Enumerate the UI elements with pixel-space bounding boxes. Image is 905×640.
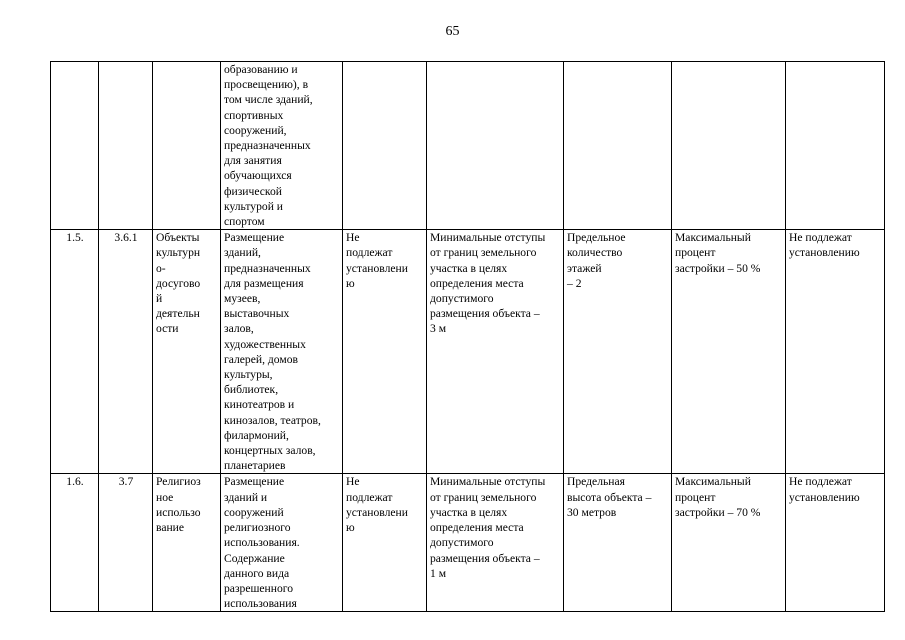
use-name-cell: Религиоз ное использо вание	[153, 474, 221, 612]
table-row	[51, 62, 885, 230]
row-number-cell: 1.6.	[51, 474, 99, 612]
setbacks-cell	[427, 62, 564, 230]
height-floors-cell: Предельное количество этажей – 2	[564, 230, 672, 474]
row-number-cell	[51, 62, 99, 230]
setbacks-cell: Минимальные отступы от границ земельного участка в целях определения места допустимого размещения объекта – 1 м	[427, 474, 564, 612]
use-description-cell: Размещение зданий и сооружений религиозного использования. Содержание данного вида разрешенного использования	[221, 474, 343, 612]
coverage-cell	[672, 62, 786, 230]
height-floors-cell: Предельная высота объекта – 30 метров	[564, 474, 672, 612]
coverage-cell: Максимальный процент застройки – 50 %	[672, 230, 786, 474]
other-params-cell	[786, 62, 885, 230]
lot-size-cell	[343, 62, 427, 230]
lot-size-cell: Не подлежат установлени ю	[343, 474, 427, 612]
table-row	[51, 230, 885, 474]
use-name-cell	[153, 62, 221, 230]
use-name-cell: Объекты культурн о- досугово й деятельн ости	[153, 230, 221, 474]
lot-size-cell: Не подлежат установлени ю	[343, 230, 427, 474]
use-description-cell: образованию и просвещению), в том числе зданий, спортивных сооружений, предназначенных для занятия обучающихся физической культурой и спортом	[221, 62, 343, 230]
row-number-cell: 1.5.	[51, 230, 99, 474]
zoning-regulations-table	[50, 61, 885, 612]
use-code-cell: 3.6.1	[99, 230, 153, 474]
table-row	[51, 474, 885, 612]
use-description-cell: Размещение зданий, предназначенных для размещения музеев, выставочных залов, художественных галерей, домов культуры, библиотек, кинотеатров и кинозалов, театров, филармоний, концертных залов, планетариев	[221, 230, 343, 474]
height-floors-cell	[564, 62, 672, 230]
coverage-cell: Максимальный процент застройки – 70 %	[672, 474, 786, 612]
use-code-cell: 3.7	[99, 474, 153, 612]
other-params-cell: Не подлежат установлению	[786, 230, 885, 474]
other-params-cell: Не подлежат установлению	[786, 474, 885, 612]
use-code-cell	[99, 62, 153, 230]
setbacks-cell: Минимальные отступы от границ земельного участка в целях определения места допустимого размещения объекта – 3 м	[427, 230, 564, 474]
page-number: 65	[445, 24, 460, 39]
